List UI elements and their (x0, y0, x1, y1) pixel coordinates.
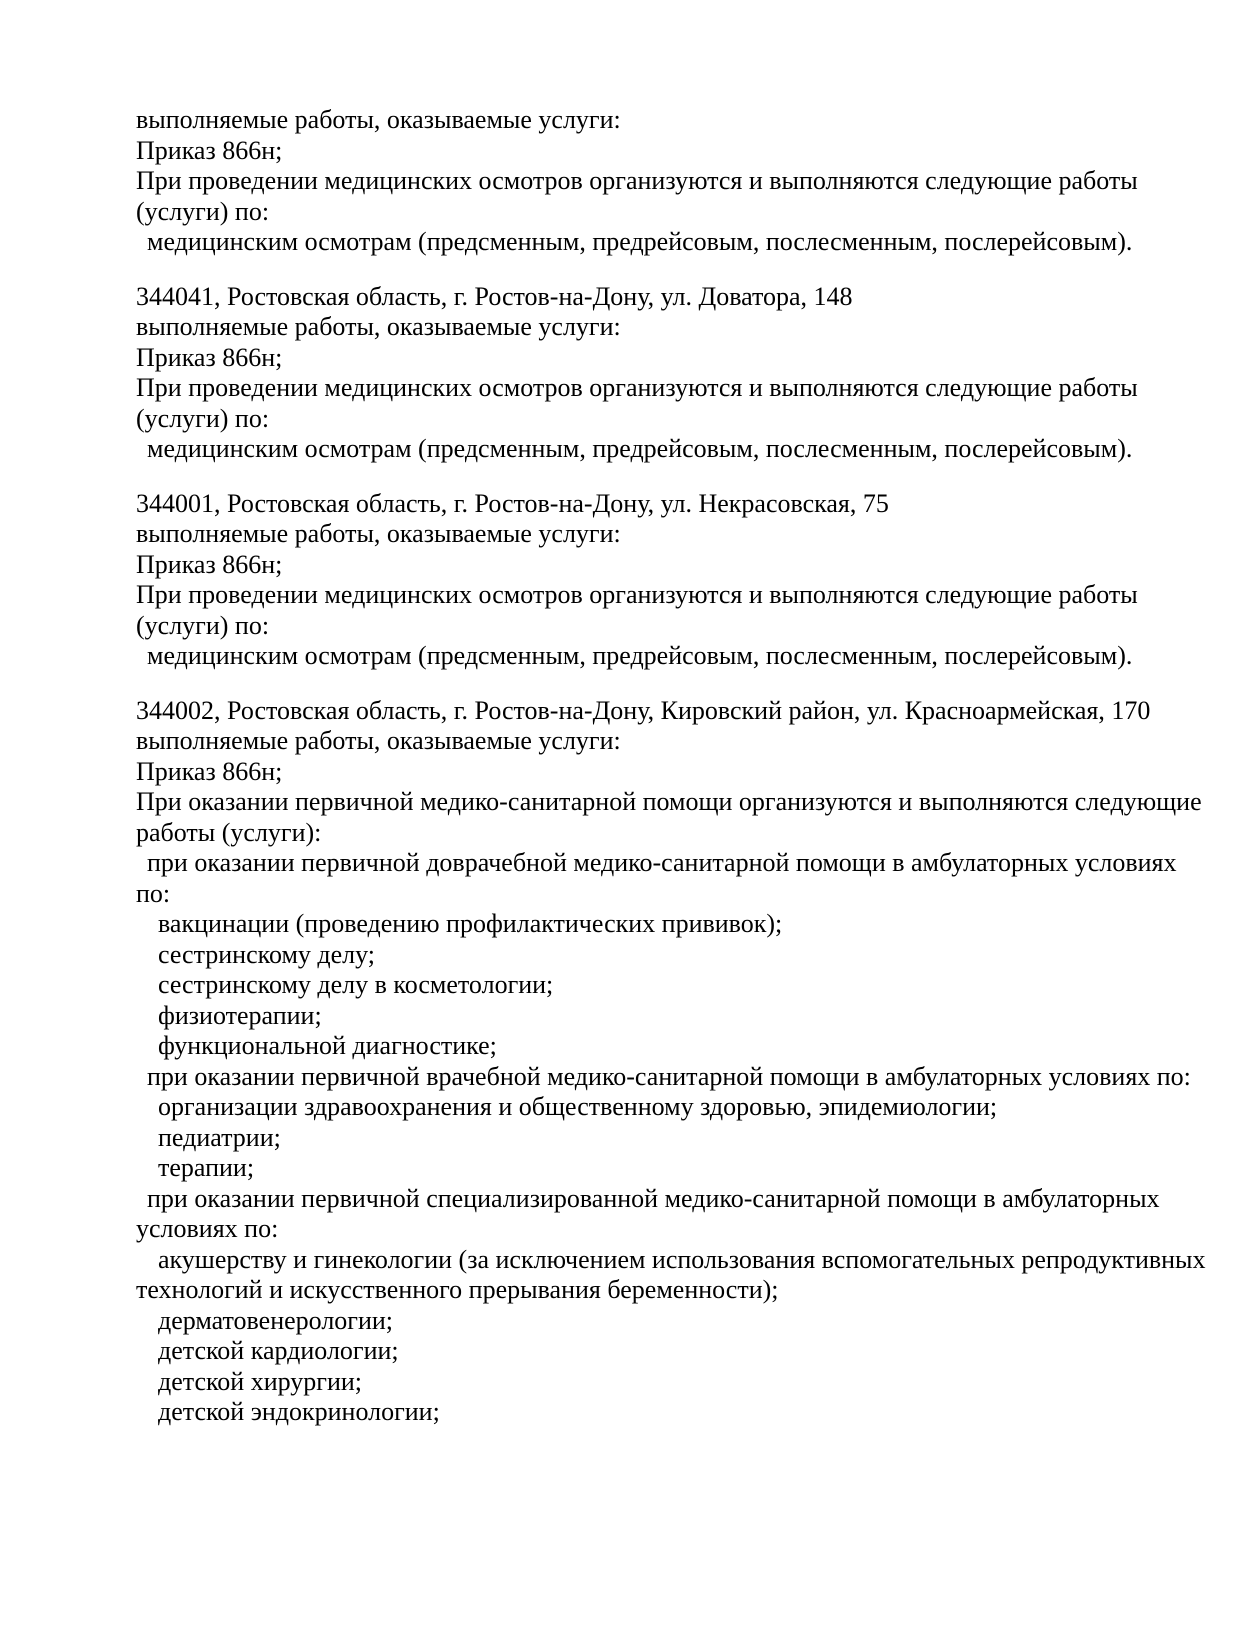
document-line: медицинским осмотрам (предсменным, предрейсовым, послесменным, послерейсовым). (147, 227, 1133, 256)
document-section-address-dovatora-148 (136, 282, 1176, 465)
document-line: условиях по: (136, 1214, 279, 1243)
document-line: медицинским осмотрам (предсменным, предрейсовым, послесменным, послерейсовым). (147, 641, 1133, 670)
document-line: медицинским осмотрам (предсменным, предрейсовым, послесменным, послерейсовым). (147, 434, 1133, 463)
document-section-services-continuation (136, 105, 1176, 258)
document-line: при оказании первичной врачебной медико-санитарной помощи в амбулаторных условиях по: (147, 1061, 1191, 1091)
document-line: При проведении медицинских осмотров организуются и выполняются следующие работы (136, 580, 1138, 609)
document-line: вакцинации (проведению профилактических прививок); (158, 909, 783, 938)
document-line: Приказ 866н; (136, 342, 283, 372)
document-line: Приказ 866н; (136, 135, 283, 165)
document-line: сестринскому делу в косметологии; (158, 970, 554, 999)
document-line: акушерству и гинекологии (за исключением использования вспомогательных репродуктивных (158, 1244, 1206, 1274)
document-line: детской кардиологии; (158, 1336, 399, 1365)
document-line: При оказании первичной медико-санитарной помощи организуются и выполняются следующие (136, 787, 1202, 816)
document-line: физиотерапии; (158, 1000, 322, 1030)
document-line: работы (услуги): (136, 817, 322, 847)
document-line: дерматовенерологии; (158, 1305, 394, 1335)
document-line: выполняемые работы, оказываемые услуги: (136, 105, 621, 134)
document-line: педиатрии; (158, 1122, 281, 1152)
document-line: 344002, Ростовская область, г. Ростов-на-Дону, Кировский район, ул. Красноармейская, 170 (136, 695, 1151, 725)
document-line: (услуги) по: (136, 196, 270, 226)
document-line: технологий и искусственного прерывания беременности); (136, 1275, 779, 1304)
document-line: выполняемые работы, оказываемые услуги: (136, 312, 621, 341)
document-section-address-nekrasovskaya-75 (136, 489, 1176, 672)
document-line: 344041, Ростовская область, г. Ростов-на-Дону, ул. Доватора, 148 (136, 281, 853, 311)
document-line: детской эндокринологии; (158, 1397, 440, 1426)
document-line: Приказ 866н; (136, 549, 283, 579)
document-line: (услуги) по: (136, 610, 270, 640)
document-line: При проведении медицинских осмотров организуются и выполняются следующие работы (136, 373, 1138, 402)
document-line: детской хирургии; (158, 1366, 363, 1396)
document-line: (услуги) по: (136, 403, 270, 433)
document-section-address-krasnoarmeyskaya-170 (136, 695, 1206, 1428)
document-line: терапии; (158, 1153, 255, 1182)
document-line: выполняемые работы, оказываемые услуги: (136, 519, 621, 548)
document-line: сестринскому делу; (158, 939, 376, 969)
document-line: При проведении медицинских осмотров организуются и выполняются следующие работы (136, 166, 1138, 195)
document-line: выполняемые работы, оказываемые услуги: (136, 726, 621, 755)
document-line: 344001, Ростовская область, г. Ростов-на-Дону, ул. Некрасовская, 75 (136, 488, 889, 518)
document-text (136, 105, 1206, 1428)
document-line: по: (136, 878, 171, 908)
document-line: организации здравоохранения и общественному здоровью, эпидемиологии; (158, 1092, 998, 1121)
document-line: Приказ 866н; (136, 756, 283, 786)
document-line: при оказании первичной доврачебной медико-санитарной помощи в амбулаторных условиях (147, 848, 1177, 877)
document-line: функциональной диагностике; (158, 1031, 497, 1060)
document-line: при оказании первичной специализированной медико-санитарной помощи в амбулаторных (147, 1183, 1160, 1213)
